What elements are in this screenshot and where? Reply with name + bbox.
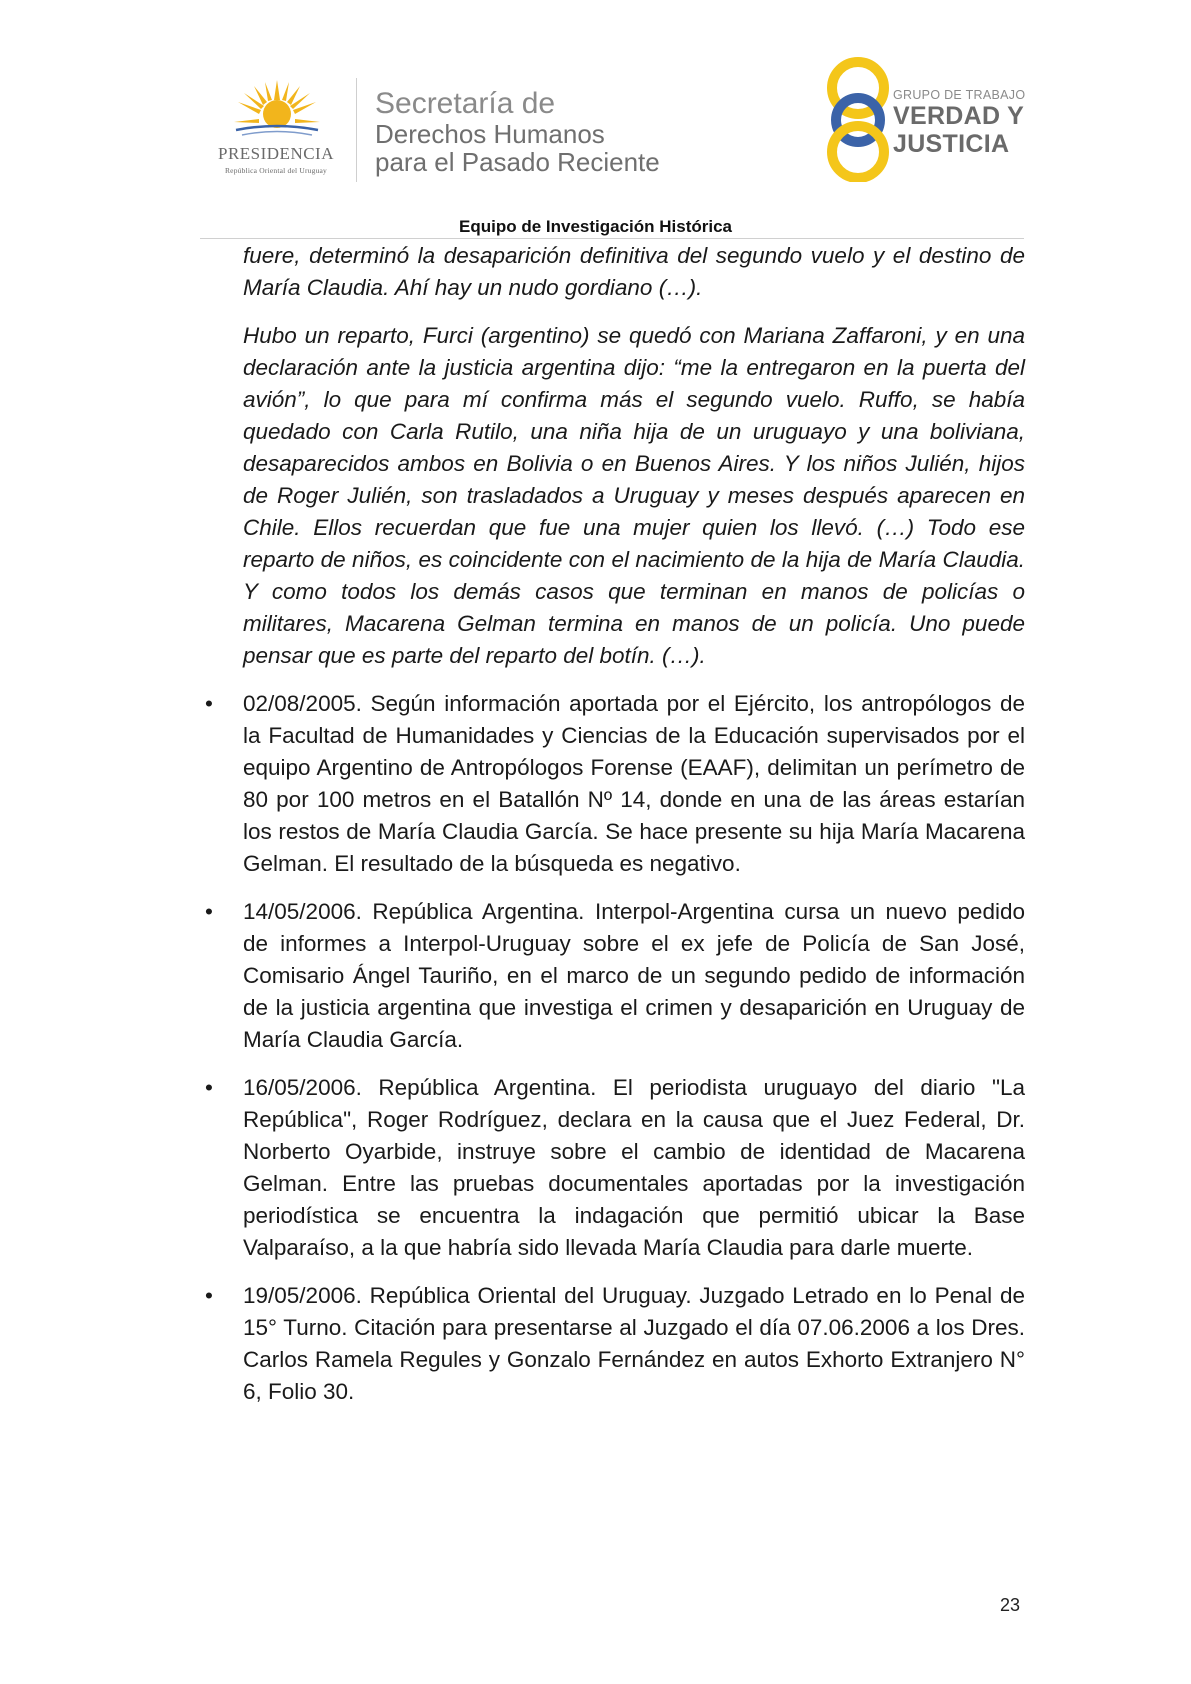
grupo-trabajo-line-3: JUSTICIA	[893, 130, 1010, 158]
secretaria-line-1: Secretaría de	[375, 87, 556, 120]
quote-paragraph-2: Hubo un reparto, Furci (argentino) se quedó con Mariana Zaffaroni, y en una declaración ante la justicia argentina dijo: “me la entregaron en la puerta del avión”, lo que para mí confirma más el segundo vuelo. Ruffo, se había quedado con Carla Rutilo, una niña hija de un uruguayo y una boliviana, desaparecidos ambos en Bolivia o en Buenos Aires. Y los niños Julién, hijos de Roger Julién, son trasladados a Uruguay y meses después aparecen en Chile. Ellos recuerdan que fue una mujer quien los llevó. (…) Todo ese reparto de niños, es coincidente con el nacimiento de la hija de María Claudia. Y como todos los demás casos que terminan en manos de policías o militares, Macarena Gelman termina en manos de un policía. Uno puede pensar que es parte del reparto del botín. (…).	[243, 323, 1025, 668]
secretaria-logo-text	[375, 88, 660, 176]
chronology-entry	[205, 1072, 1025, 1264]
grupo-trabajo-line-1: GRUPO DE TRABAJO	[893, 88, 1026, 102]
secretaria-line-3: para el Pasado Reciente	[375, 147, 660, 177]
bullet-icon: •	[205, 1283, 213, 1308]
header-rule	[200, 238, 1024, 239]
chronology-entry	[205, 1280, 1025, 1408]
bullet-icon: •	[205, 899, 213, 924]
chronology-entry	[205, 688, 1025, 880]
bullet-icon: •	[205, 691, 213, 716]
sun-emblem-icon	[234, 80, 320, 140]
grupo-trabajo-line-2: VERDAD Y	[893, 102, 1025, 130]
presidencia-logo	[196, 80, 356, 180]
secretaria-line-2: Derechos Humanos	[375, 119, 605, 149]
page-content	[205, 240, 1025, 1424]
team-heading: Equipo de Investigación Histórica	[459, 217, 732, 236]
chronology-entry	[205, 896, 1025, 1056]
entry-text: 14/05/2006. República Argentina. Interpol-Argentina cursa un nuevo pedido de informes a Interpol-Uruguay sobre el ex jefe de Policía de San José, Comisario Ángel Tauriño, en el marco de un segundo pedido de información de la justicia argentina que investiga el crimen y desaparición en Uruguay de María Claudia García.	[243, 899, 1025, 1052]
chronology-list	[205, 688, 1025, 1408]
presidencia-subtitle: República Oriental del Uruguay	[224, 166, 327, 175]
entry-text: 16/05/2006. República Argentina. El periodista uruguayo del diario "La República", Roger Rodríguez, declara en la causa que el Juez Federal, Dr. Norberto Oyarbide, instruye sobre el cambio de identidad de Macarena Gelman. Entre las pruebas documentales aportadas por la investigación periodística se encuentra la indagación que permitió ubicar la Base Valparaíso, a la que habría sido llevada María Claudia para darle muerte.	[243, 1075, 1025, 1260]
presidencia-name: PRESIDENCIA	[217, 144, 334, 163]
grupo-trabajo-text	[893, 88, 1025, 158]
page-header	[0, 0, 1191, 240]
entry-text: 19/05/2006. República Oriental del Uruguay. Juzgado Letrado en lo Penal de 15° Turno. Citación para presentarse al Juzgado el día 07.06.2006 a los Dres. Carlos Ramela Regules y Gonzalo Fernández en autos Exhorto Extranjero N° 6, Folio 30.	[243, 1283, 1025, 1404]
testimony-quote	[243, 240, 1025, 672]
quote-paragraph-1: fuere, determinó la desaparición definitiva del segundo vuelo y el destino de María Claudia. Ahí hay un nudo gordiano (…).	[243, 243, 1025, 300]
page-number: 23	[1000, 1595, 1021, 1615]
bullet-icon: •	[205, 1075, 213, 1100]
header-divider	[356, 78, 357, 182]
entry-text: 02/08/2005. Según información aportada por el Ejército, los antropólogos de la Facultad de Humanidades y Ciencias de la Educación supervisados por el equipo Argentino de Antropólogos Forense (EAAF), delimitan un perímetro de 80 por 100 metros en el Batallón Nº 14, donde en una de las áreas estarían los restos de María Claudia García. Se hace presente su hija María Macarena Gelman. El resultado de la búsqueda es negativo.	[243, 691, 1025, 876]
